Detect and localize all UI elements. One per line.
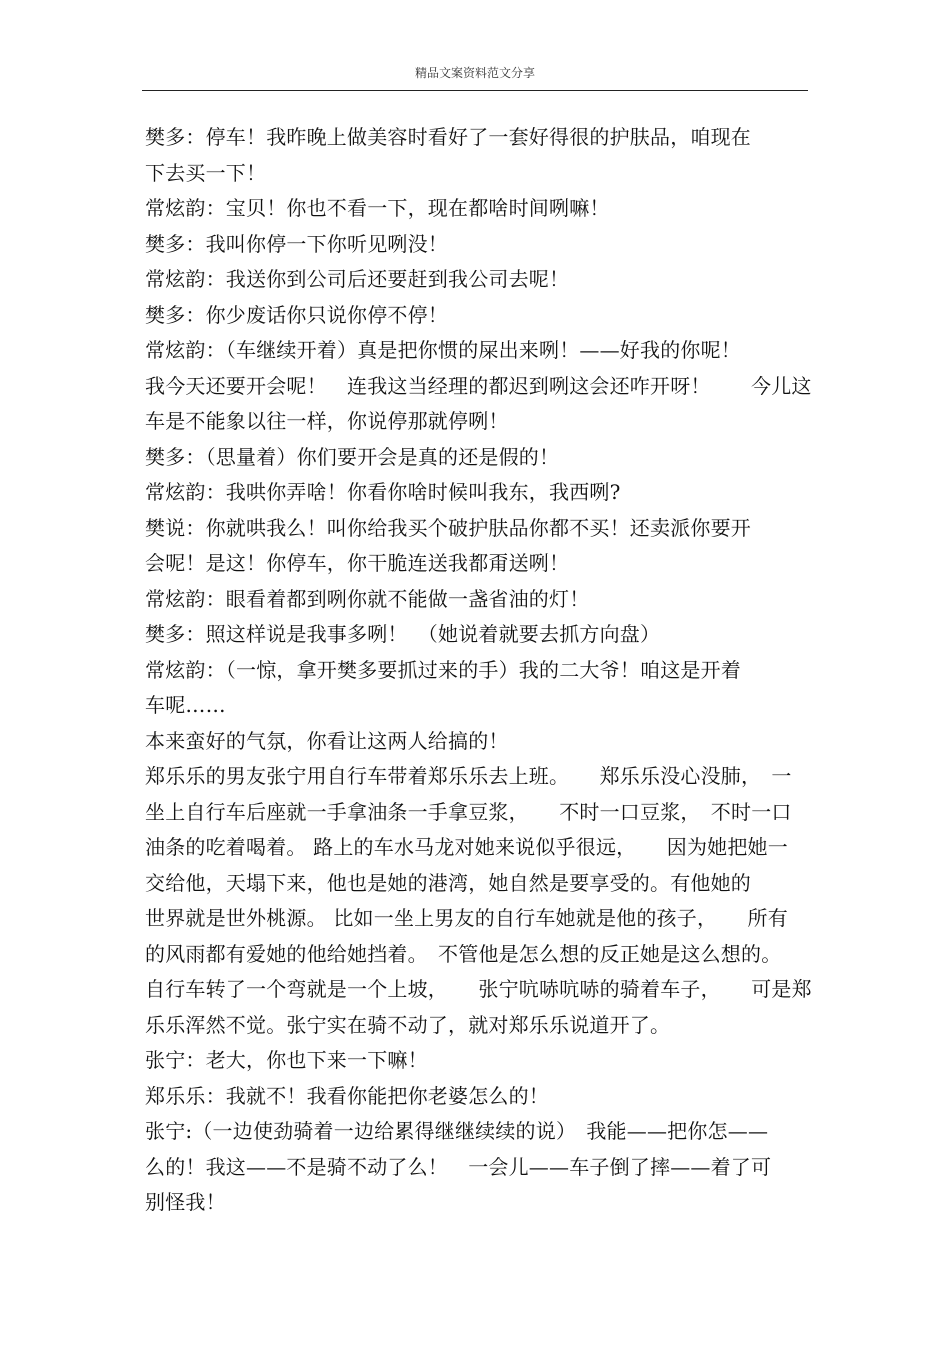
text-line: 张宁:（一边使劲骑着一边给累得继继续续的说） 我能——把你怎—— [145, 1119, 769, 1143]
text-line: 樊多：停车！我昨晚上做美容时看好了一套好得很的护肤品，咱现在 [145, 125, 751, 149]
text-line: 樊说：你就哄我么！叫你给我买个破护肤品你都不买！还卖派你要开 [145, 515, 751, 540]
text-line: 别怪我！ [145, 1190, 226, 1214]
text-line: 常炫韵：我送你到公司后还要赶到我公司去呢！ [145, 267, 570, 291]
text-line: 常炫韵：宝贝！你也不看一下，现在都啥时间咧嘛！ [145, 196, 610, 220]
text-line: 油条的吃着喝着。 路上的车水马龙对她来说似乎很远， 因为她把她一 [145, 835, 788, 859]
text-line: 乐乐浑然不觉。张宁实在骑不动了，就对郑乐乐说道开了。 [145, 1012, 671, 1037]
text-line: 么的！我这——不是骑不动了么！ 一会儿——车子倒了摔——着了可 [145, 1154, 772, 1179]
text-line: 坐上自行车后座就一手拿油条一手拿豆浆， 不时一口豆浆， 不时一口 [145, 799, 792, 824]
text-line: 世界就是世外桃源。 比如一坐上男友的自行车她就是他的孩子， 所有 [145, 906, 788, 930]
text-line: 自行车转了一个弯就是一个上坡， 张宁吭哧吭哧的骑着车子， 可是郑 [145, 977, 812, 1001]
text-line: 会呢！是这！你停车，你干脆连送我都甭送咧！ [145, 551, 570, 575]
text-line: 下去买一下！ [145, 160, 267, 185]
text-line: 常炫韵：（车继续开着）真是把你惯的屎出来咧！——好我的你呢！ [145, 338, 741, 362]
text-line: 本来蛮好的气氛，你看让这两人给搞的！ [145, 728, 509, 753]
text-line: 樊多：我叫你停一下你听见咧没！ [145, 231, 448, 256]
text-line: 车呢…… [145, 693, 226, 717]
text-line: 常炫韵：（一惊，拿开樊多要抓过来的手）我的二大爷！咱这是开着 [145, 657, 741, 682]
text-line: 樊多：照这样说是我事多咧！ （她说着就要去抓方向盘） [145, 622, 661, 646]
text-line: 我今天还要开会呢！ 连我这当经理的都迟到咧这会还咋开呀！ 今儿这 [145, 373, 812, 398]
page-header: 精品文案资料范文分享 [414, 66, 535, 80]
text-line: 常炫韵：我哄你弄啥！你看你啥时候叫我东，我西咧? [145, 480, 621, 504]
text-line: 的风雨都有爱她的他给她挡着。 不管他是怎么想的反正她是这么想的。 [145, 941, 782, 966]
text-line: 郑乐乐的男友张宁用自行车带着郑乐乐去上班。 郑乐乐没心没肺， 一 [145, 764, 792, 788]
text-line: 樊多：（思量着）你们要开会是真的还是假的！ [145, 444, 560, 469]
text-line: 郑乐乐：我就不！我看你能把你老婆怎么的！ [145, 1083, 549, 1108]
document-body [145, 120, 812, 1221]
text-line: 车是不能象以往一样，你说停那就停咧！ [145, 409, 509, 433]
text-line: 樊多：你少废话你只说你停不停！ [145, 302, 448, 327]
text-line: 常炫韵：眼看着都到咧你就不能做一盏省油的灯！ [145, 586, 590, 611]
text-line: 交给他，天塌下来，他也是她的港湾，她自然是要享受的。有他她的 [145, 870, 751, 895]
header-divider [142, 90, 808, 91]
text-line: 张宁：老大，你也下来一下嘛！ [145, 1048, 428, 1072]
